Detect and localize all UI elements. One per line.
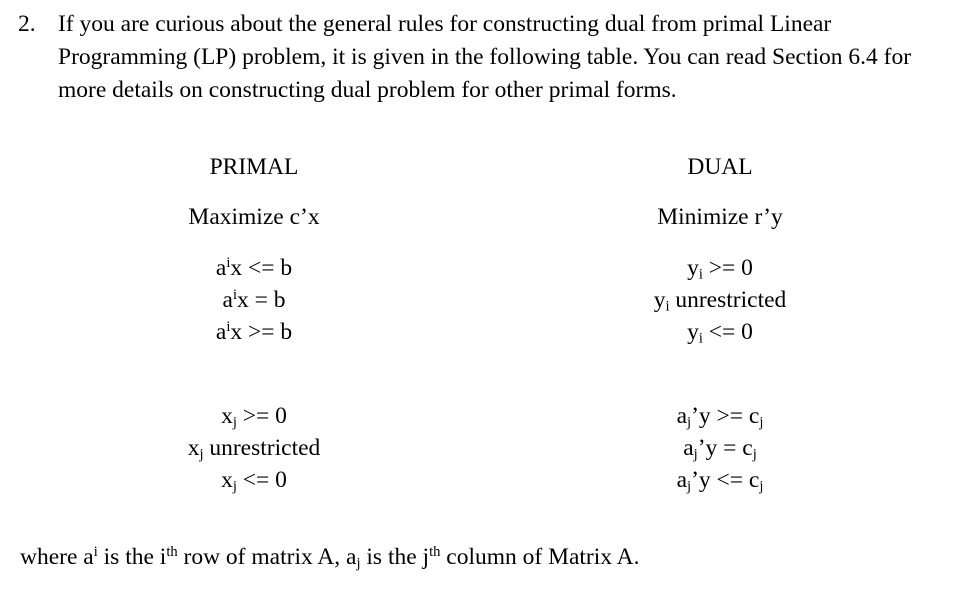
item-number: 2. xyxy=(18,11,36,37)
dual-constraint: $a_j’y >= c_j$ xyxy=(676,403,764,431)
primal-constraint: $a^ix = b$ xyxy=(222,287,286,313)
dual-constraint: $a_j’y <= c_j$ xyxy=(676,467,764,495)
intro-text: If you are curious about the general rules for constructing dual from primal Linear Programming (LP) problem, it is given in the following table. You can read Section 6.4 for more details on constructing dual problem for other primal forms. xyxy=(58,11,912,103)
primal-header: PRIMAL xyxy=(209,154,299,180)
primal-variable: $x_j >= 0$ xyxy=(221,403,287,431)
primal-variable: $x_j <= 0$ xyxy=(221,467,287,495)
dual-variable: $y_i$ unrestricted xyxy=(653,287,787,315)
footer-note: where $a^i$ is the $i^{th}$ row of matrix A, $a_j$ is the $j^{th}$ column of Matrix A. xyxy=(20,544,640,572)
primal-objective: Maximize c’x xyxy=(188,204,320,230)
dual-variable: $y_i >= 0$ xyxy=(687,255,753,283)
dual-constraint: $a_j’y = c_j$ xyxy=(683,435,757,463)
dual-objective: Minimize r’y xyxy=(657,204,783,230)
dual-header: DUAL xyxy=(687,154,753,180)
dual-variable: $y_i <= 0$ xyxy=(687,319,753,347)
primal-constraint: $a^ix <= b$ xyxy=(215,255,293,281)
primal-constraint: $a^ix >= b$ xyxy=(215,319,293,345)
primal-variable: $x_j$ unrestricted xyxy=(187,435,321,463)
intro-paragraph xyxy=(18,8,948,107)
